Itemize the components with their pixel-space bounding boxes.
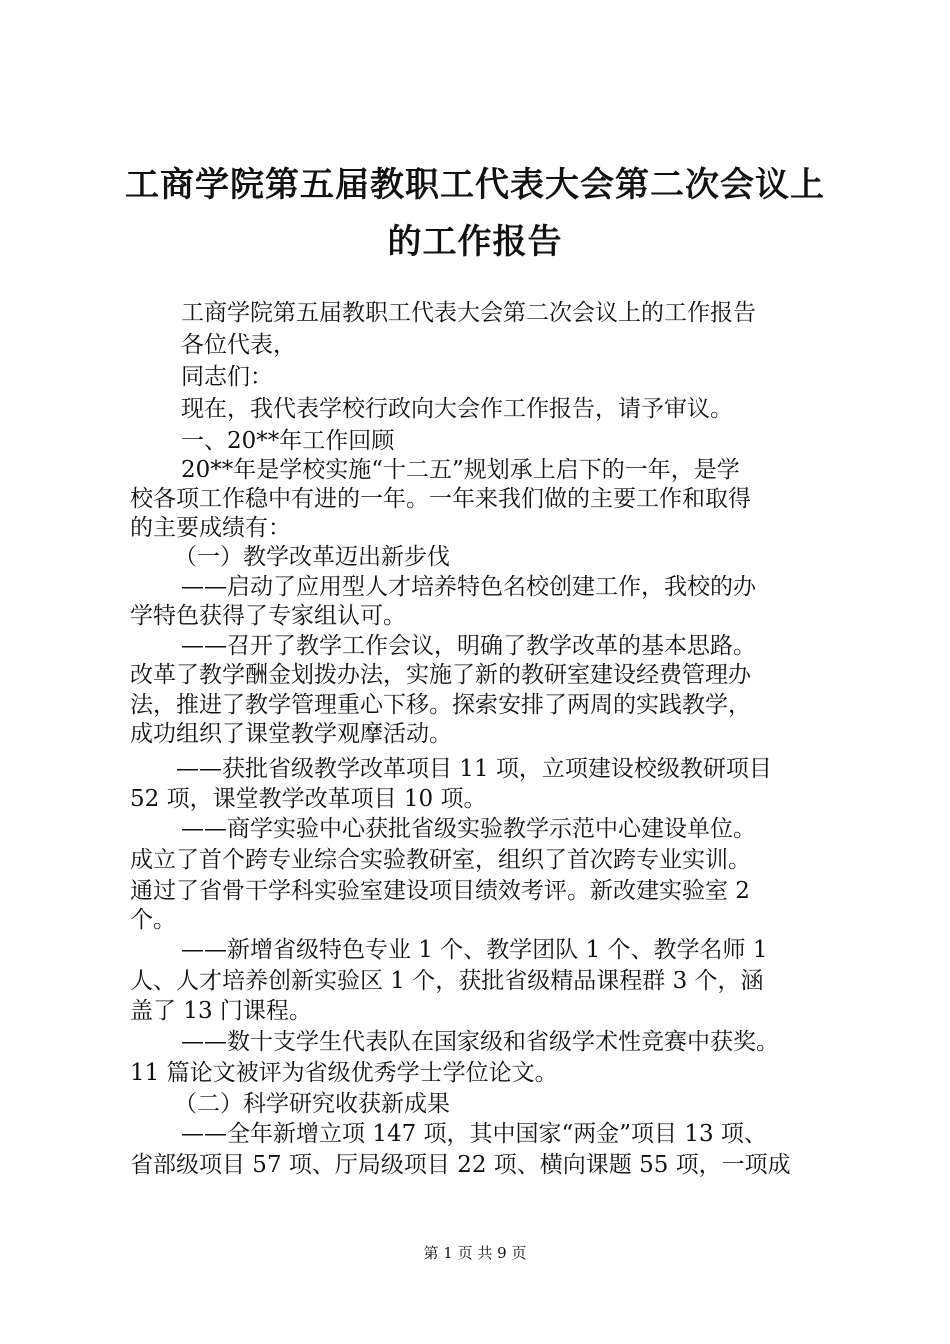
body-line: ——数十支学生代表队在国家级和省级学术性竞赛中获奖。 [181, 1029, 779, 1055]
body-line: 11 篇论文被评为省级优秀学士学位论文。 [130, 1060, 558, 1086]
body-line: 改革了教学酬金划拨办法，实施了新的教研室建设经费管理办 [130, 662, 751, 688]
section-heading: 一、20**年工作回顾 [181, 428, 395, 454]
body-line: 成功组织了课堂教学观摩活动。 [130, 721, 452, 747]
body-line: 52 项，课堂教学改革项目 10 项。 [130, 786, 487, 812]
body-line: 盖了 13 门课程。 [130, 998, 312, 1024]
body-line: 20**年是学校实施“十二五”规划承上启下的一年，是学 [181, 457, 740, 483]
body-line: 同志们： [181, 364, 273, 390]
body-line: 的主要成绩有： [130, 515, 291, 541]
body-line: ——启动了应用型人才培养特色名校创建工作，我校的办 [181, 574, 756, 600]
body-line: ——全年新增立项 147 项，其中国家“两金”项目 13 项、 [181, 1121, 767, 1147]
body-line: ——召开了教学工作会议，明确了教学改革的基本思路。 [181, 633, 756, 659]
body-line: 成立了首个跨专业综合实验教研室，组织了首次跨专业实训。 [130, 847, 751, 873]
body-line: 校各项工作稳中有进的一年。一年来我们做的主要工作和取得 [130, 486, 751, 512]
body-line: 现在，我代表学校行政向大会作工作报告，请予审议。 [181, 396, 733, 422]
body-line: 各位代表， [181, 332, 296, 358]
body-line: 通过了省骨干学科实验室建设项目绩效考评。新改建实验室 2 [130, 878, 750, 904]
body-line: 省部级项目 57 项、厅局级项目 22 项、横向课题 55 项，一项成 [130, 1152, 791, 1178]
subsection-heading: （二）科学研究收获新成果 [174, 1091, 450, 1117]
document-title-line-2: 的工作报告 [387, 222, 563, 262]
body-line: 个。 [130, 907, 176, 933]
body-line: ——获批省级教学改革项目 11 项，立项建设校级教研项目 [176, 756, 772, 782]
subsection-heading: （一）教学改革迈出新步伐 [174, 544, 450, 570]
body-line: 人、人才培养创新实验区 1 个，获批省级精品课程群 3 个，涵 [130, 968, 764, 994]
body-line: 工商学院第五届教职工代表大会第二次会议上的工作报告 [181, 300, 756, 326]
body-line: 法，推进了教学管理重心下移。探索安排了两周的实践教学， [130, 692, 751, 718]
page-footer: 第 1 页 共 9 页 [423, 1244, 527, 1262]
document-title-line-1: 工商学院第五届教职工代表大会第二次会议上 [125, 165, 825, 205]
body-line: 学特色获得了专家组认可。 [130, 603, 406, 629]
body-line: ——商学实验中心获批省级实验教学示范中心建设单位。 [181, 816, 756, 842]
body-line: ——新增省级特色专业 1 个、教学团队 1 个、教学名师 1 [181, 937, 768, 963]
